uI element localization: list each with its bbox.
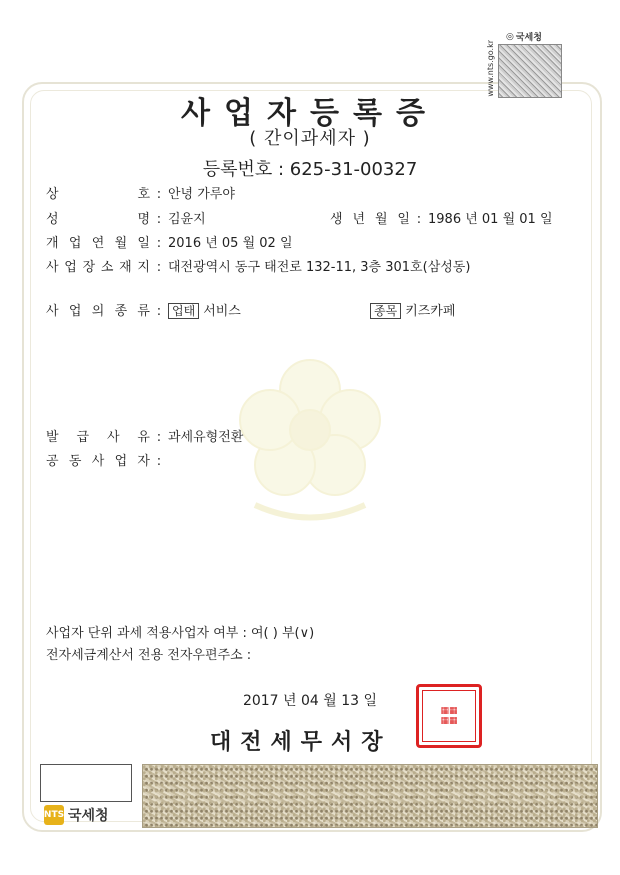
business-type-row: 사 업 의 종 류 : 업태 서비스	[46, 300, 241, 319]
trade-name-row: 상 호 : 안녕 가루야	[46, 183, 235, 202]
email-line: 전자세금계산서 전용 전자우편주소 :	[46, 648, 252, 663]
joint-business-row: 공 동 사 업 자 :	[46, 450, 168, 469]
government-emblem-watermark	[225, 345, 395, 535]
qr-url: www.nts.go.kr	[486, 40, 495, 97]
issue-date: 2017 년 04 월 13 일	[242, 693, 378, 709]
business-item-value: 키즈카페	[405, 304, 456, 319]
issue-reason-value: 과세유형전환	[168, 430, 244, 445]
birth-value: 1986 년 01 월 01 일	[428, 212, 553, 227]
name-row: 성 명 : 김윤지	[46, 208, 206, 227]
qr-badge-text: 국세청	[515, 33, 542, 43]
stamp-box	[40, 764, 132, 802]
official-seal	[416, 684, 482, 748]
address-value: 대전광역시 동구 태전로 132-11, 3층 301호(삼성동)	[168, 260, 471, 275]
taxpayer-type: ( 간이과세자 )	[249, 128, 371, 149]
nts-badge-icon: ◎	[506, 31, 514, 42]
nts-logo-icon: NTS	[44, 805, 64, 825]
page-title: 사업자등록증	[181, 96, 439, 131]
business-item-row	[370, 300, 455, 319]
unit-tax-line: 사업자 단위 과세 적용사업자 여부 : 여( ) 부(∨)	[46, 626, 315, 641]
nts-logo	[44, 805, 109, 825]
open-date-value: 2016 년 05 월 02 일	[168, 236, 293, 251]
address-row: 사 업 장 소 재 지 : 대전광역시 동구 태전로 132-11, 3층 301호(삼성동)	[46, 256, 470, 275]
qr-badge	[506, 30, 542, 43]
trade-name-label: 상 호	[46, 187, 150, 202]
address-label: 사 업 장 소 재 지	[46, 260, 150, 275]
issue-reason-label: 발 급 사 유	[46, 430, 150, 445]
open-date-label: 개 업 연 월 일	[46, 236, 150, 251]
business-type-label: 사 업 의 종 류	[46, 304, 150, 319]
seal-icon: ▦▦ ▦▦	[422, 690, 476, 742]
open-date-row: 개 업 연 월 일 : 2016 년 05 월 02 일	[46, 232, 293, 251]
issuing-office: 대전세무서장	[210, 730, 392, 755]
issue-reason-row: 발 급 사 유 : 과세유형전환	[46, 426, 243, 445]
birth-row: 생 년 월 일 : 1986 년 01 월 01 일	[330, 208, 553, 227]
business-category-value: 서비스	[203, 304, 241, 319]
birth-label: 생 년 월 일	[330, 212, 410, 227]
trade-name-value: 안녕 가루야	[168, 187, 235, 202]
name-value: 김윤지	[168, 212, 206, 227]
registration-number: 등록번호 : 625-31-00327	[202, 159, 418, 180]
name-label: 성 명	[46, 212, 150, 227]
business-category-tag: 업태	[168, 303, 199, 319]
joint-business-label: 공 동 사 업 자	[46, 454, 150, 469]
business-item-tag: 종목	[370, 303, 401, 319]
nts-logo-text: 국세청	[68, 808, 109, 824]
security-pattern-strip	[142, 764, 598, 828]
